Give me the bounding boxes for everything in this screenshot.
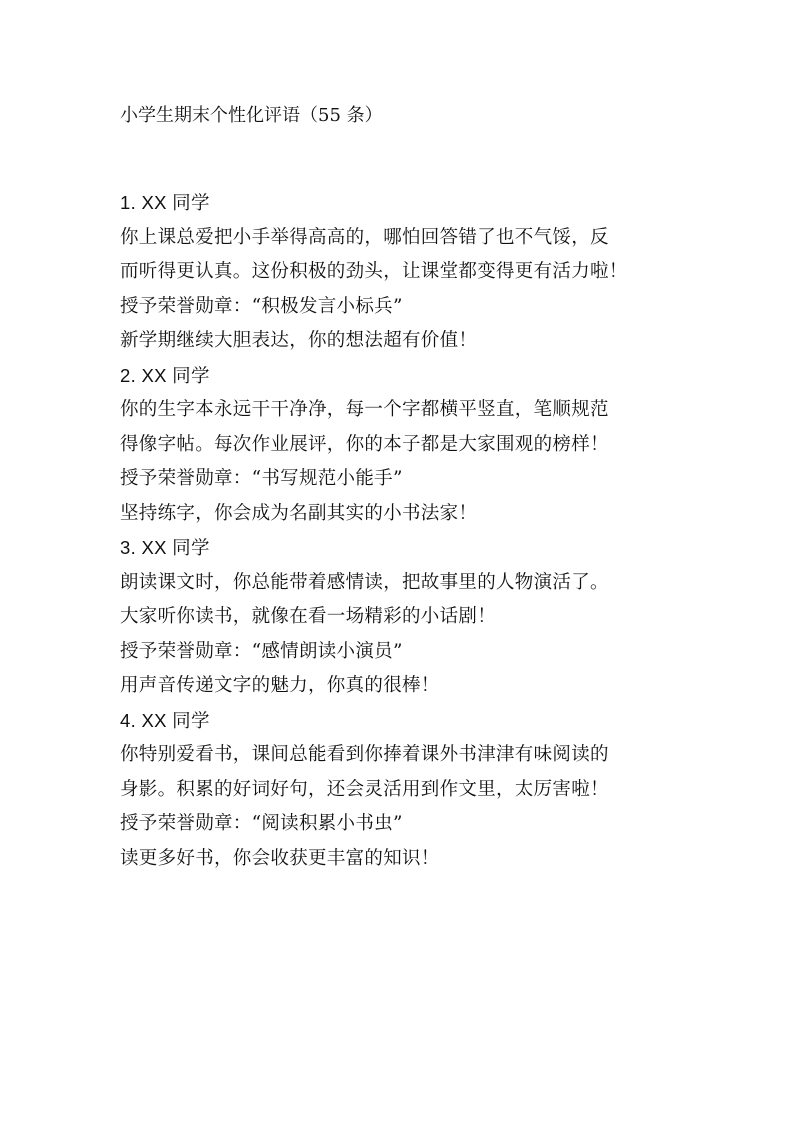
- comment-entry: [120, 186, 680, 359]
- student-heading: 2. XX 同学: [120, 364, 210, 386]
- wish-line: 坚持练字，你会成为名副其实的小书法家！: [120, 502, 478, 524]
- wish-line: 用声音传递文字的魅力，你真的很棒！: [120, 675, 440, 696]
- comment-entry: [120, 359, 680, 532]
- honor-badge-line: 授予荣誉勋章：“阅读积累小书虫”: [120, 813, 403, 834]
- comment-entry: [120, 531, 680, 704]
- comment-line: 大家听你读书，就像在看一场精彩的小话剧！: [120, 606, 497, 627]
- comment-line: 身影。积累的好词好句，还会灵活用到作文里，太厉害啦！: [120, 778, 609, 800]
- comment-line: 你的生字本永远干干净净，每一个字都横平竖直，笔顺规范: [120, 399, 609, 420]
- comment-line: 得像字帖。每次作业展评，你的本子都是大家围观的榜样！: [120, 433, 609, 455]
- wish-line: 读更多好书，你会收获更丰富的知识！: [120, 847, 440, 869]
- student-heading: 1. XX 同学: [120, 192, 210, 213]
- wish-line: 新学期继续大胆表达，你的想法超有价值！: [120, 330, 478, 351]
- comment-entry: [120, 704, 680, 877]
- comment-line: 而听得更认真。这份积极的劲头，让课堂都变得更有活力啦！: [120, 261, 628, 282]
- document-title: 小学生期末个性化评语（55 条）: [120, 105, 383, 126]
- comment-line: 朗读课文时，你总能带着感情读，把故事里的人物演活了。: [120, 571, 609, 593]
- comment-line: 你特别爱看书，课间总能看到你捧着课外书津津有味阅读的: [120, 744, 609, 765]
- comment-line: 你上课总爱把小手举得高高的，哪怕回答错了也不气馁，反: [120, 226, 609, 248]
- honor-badge-line: 授予荣誉勋章：“积极发言小标兵”: [120, 295, 403, 317]
- student-heading: 3. XX 同学: [120, 537, 210, 558]
- honor-badge-line: 授予荣誉勋章：“书写规范小能手”: [120, 468, 403, 489]
- comment-list: [120, 186, 680, 876]
- student-heading: 4. XX 同学: [120, 709, 210, 731]
- honor-badge-line: 授予荣誉勋章：“感情朗读小演员”: [120, 640, 403, 662]
